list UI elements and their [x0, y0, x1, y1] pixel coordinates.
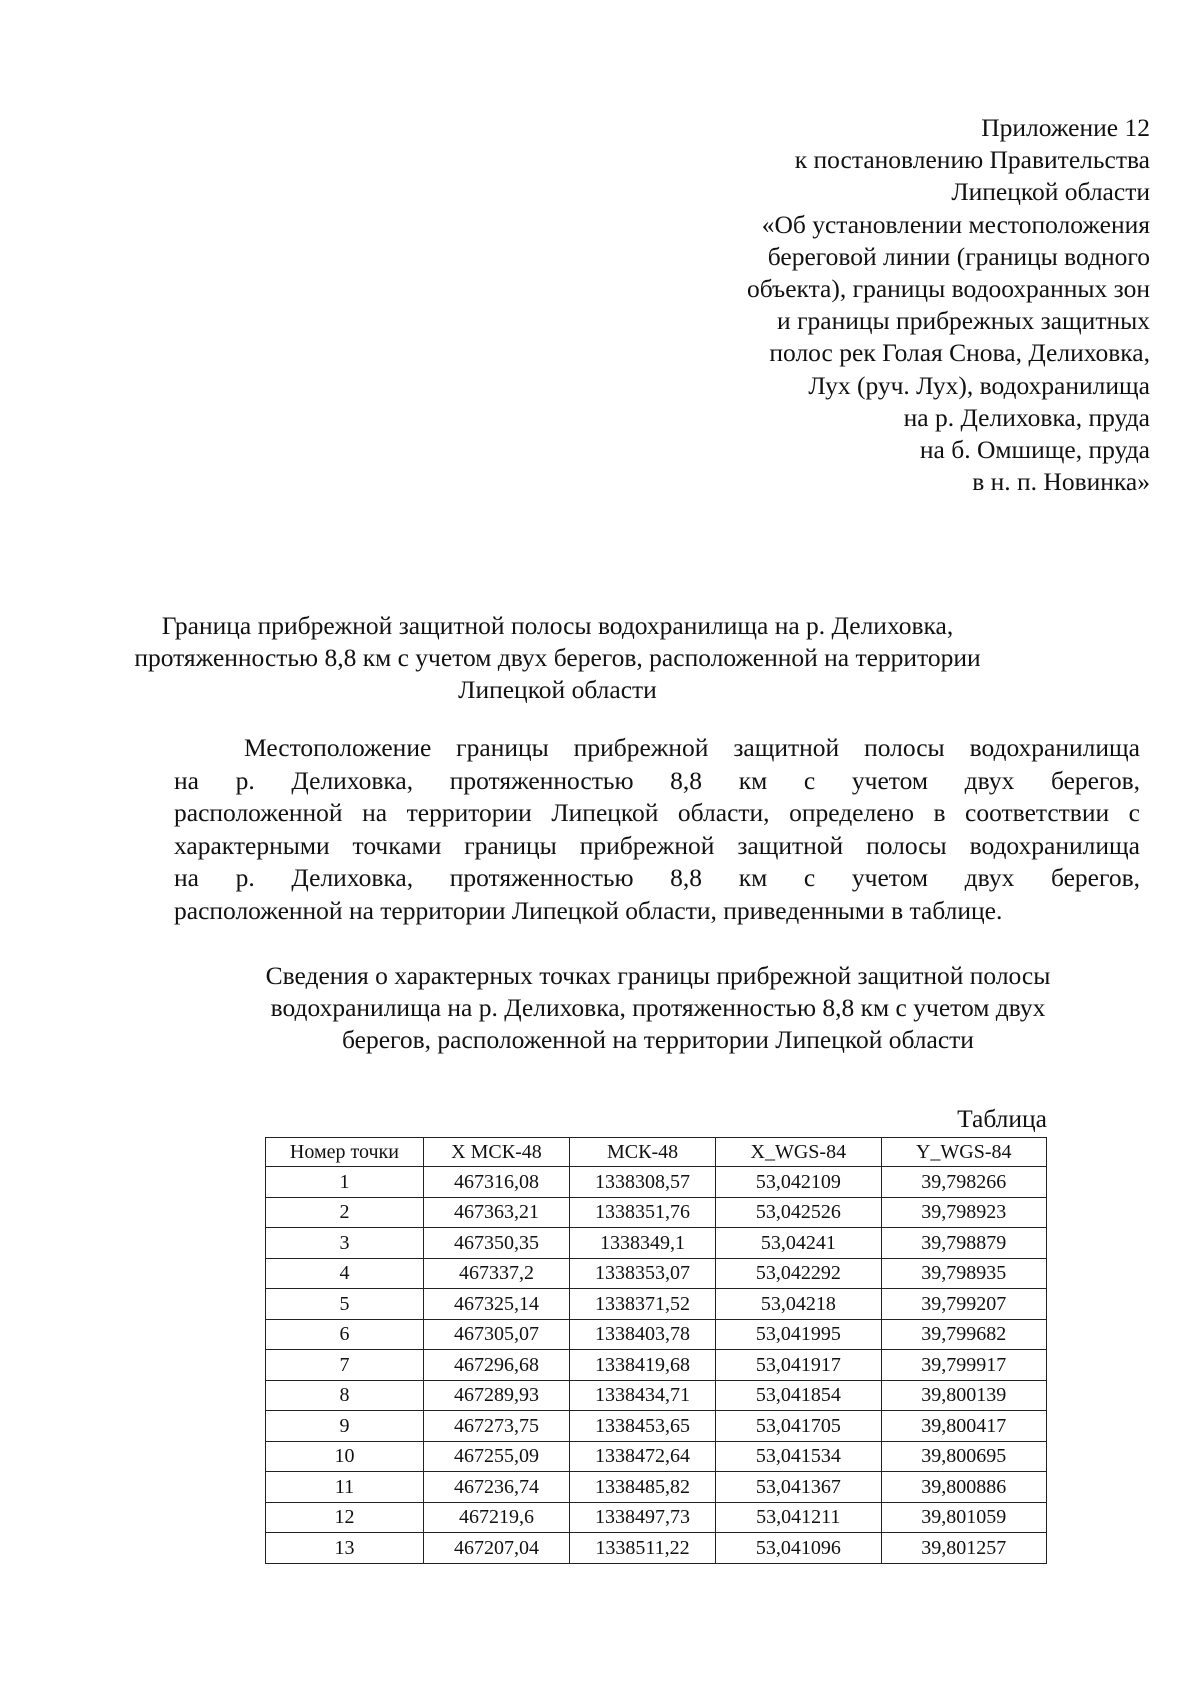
table-cell: 53,04218: [716, 1289, 881, 1320]
table-cell: 1338485,82: [570, 1472, 716, 1503]
table-cell: 53,041211: [716, 1502, 881, 1533]
table-row: [266, 1167, 1047, 1198]
table-cell: 467316,08: [423, 1167, 569, 1198]
table-cell: 53,041995: [716, 1319, 881, 1350]
title-line: Граница прибрежной защитной полосы водохранилища на р. Делиховка,: [161, 611, 954, 640]
table-cell: 467219,6: [423, 1502, 569, 1533]
appendix-line: Приложение 12: [981, 113, 1150, 142]
table-cell: 467363,21: [423, 1197, 569, 1228]
appendix-line: в н. п. Новинка»: [972, 467, 1150, 497]
table-cell: 39,800139: [881, 1380, 1046, 1411]
header-cell: X МСК-48: [423, 1138, 569, 1167]
appendix-line: «Об установлении местоположения: [761, 209, 1150, 239]
table-cell: 1338403,78: [570, 1319, 716, 1350]
table-cell: 39,798879: [881, 1228, 1046, 1259]
appendix-line: Липецкой области: [951, 177, 1150, 207]
table-row: [266, 1228, 1047, 1259]
paragraph-line: расположенной на территории Липецкой области, приведенными в таблице.: [174, 895, 1003, 925]
coordinates-table: [265, 1137, 1047, 1564]
appendix-line: и границы прибрежных защитных: [777, 306, 1150, 336]
table-cell: 467296,68: [423, 1350, 569, 1381]
table-cell: 39,800417: [881, 1411, 1046, 1442]
paragraph-line: на р. Делиховка, протяженностью 8,8 км с учетом двух берегов,: [174, 765, 1140, 795]
table-cell: 467325,14: [423, 1289, 569, 1320]
table-cell: 39,798266: [881, 1167, 1046, 1198]
table-cell: 1338472,64: [570, 1441, 716, 1472]
header-cell: МСК-48: [570, 1138, 716, 1167]
table-cell: 53,041854: [716, 1380, 881, 1411]
table-row: [266, 1197, 1047, 1228]
table-row: [266, 1502, 1047, 1533]
table-cell: 8: [266, 1380, 424, 1411]
table-cell: 53,041367: [716, 1472, 881, 1503]
table-cell: 7: [266, 1350, 424, 1381]
table-cell: 467350,35: [423, 1228, 569, 1259]
paragraph-line: на р. Делиховка, протяженностью 8,8 км с учетом двух берегов,: [174, 863, 1140, 893]
table-cell: 10: [266, 1441, 424, 1472]
table-cell: 1338351,76: [570, 1197, 716, 1228]
table-row: [266, 1472, 1047, 1503]
table-cell: 1338511,22: [570, 1533, 716, 1564]
table-header-row: [266, 1138, 1047, 1167]
header-cell: Y_WGS-84: [881, 1138, 1046, 1167]
caption-line: водохранилища на р. Делиховка, протяженностью 8,8 км с учетом двух: [270, 993, 1046, 1022]
table-cell: 53,041096: [716, 1533, 881, 1564]
table-cell: 9: [266, 1411, 424, 1442]
appendix-line: на р. Делиховка, пруда: [903, 402, 1150, 432]
table-cell: 53,041705: [716, 1411, 881, 1442]
table-row: [266, 1380, 1047, 1411]
table-row: [266, 1411, 1047, 1442]
table-cell: 1338497,73: [570, 1502, 716, 1533]
table-cell: 1338353,07: [570, 1258, 716, 1289]
table-cell: 39,801257: [881, 1533, 1046, 1564]
table-cell: 39,801059: [881, 1502, 1046, 1533]
table-row: [266, 1533, 1047, 1564]
table-cell: 1338371,52: [570, 1289, 716, 1320]
body-paragraph: [174, 732, 1140, 928]
table-row: [266, 1319, 1047, 1350]
appendix-line: береговой линии (границы водного: [767, 241, 1150, 271]
table-cell: 53,041917: [716, 1350, 881, 1381]
table-cell: 2: [266, 1197, 424, 1228]
table-cell: 4: [266, 1258, 424, 1289]
table-cell: 39,800886: [881, 1472, 1046, 1503]
table-cell: 6: [266, 1319, 424, 1350]
table-cell: 467289,93: [423, 1380, 569, 1411]
table-label: Таблица: [957, 1104, 1047, 1133]
table-cell: 1338453,65: [570, 1411, 716, 1442]
table-cell: 53,042526: [716, 1197, 881, 1228]
table-cell: 467337,2: [423, 1258, 569, 1289]
paragraph-line: характерными точками границы прибрежной защитной полосы водохранилища: [174, 830, 1140, 860]
table-cell: 39,798923: [881, 1197, 1046, 1228]
appendix-line: объекта), границы водоохранных зон: [746, 274, 1150, 304]
table-cell: 467305,07: [423, 1319, 569, 1350]
title-line: протяженностью 8,8 км с учетом двух берегов, расположенной на территории: [134, 643, 981, 672]
header-cell: X_WGS-84: [716, 1138, 881, 1167]
table-cell: 53,042109: [716, 1167, 881, 1198]
table-body: [266, 1167, 1047, 1564]
table-cell: 467255,09: [423, 1441, 569, 1472]
paragraph-line: расположенной на территории Липецкой области, определено в соответствии с: [174, 798, 1140, 828]
appendix-block: [630, 112, 1150, 498]
table-cell: 53,042292: [716, 1258, 881, 1289]
table-row: [266, 1258, 1047, 1289]
caption-line: Сведения о характерных точках границы прибрежной защитной полосы: [265, 961, 1051, 990]
table-cell: 1338349,1: [570, 1228, 716, 1259]
table-cell: 13: [266, 1533, 424, 1564]
table-cell: 39,800695: [881, 1441, 1046, 1472]
table-cell: 3: [266, 1228, 424, 1259]
appendix-line: Лух (руч. Лух), водохранилища: [808, 370, 1150, 400]
table-cell: 1338419,68: [570, 1350, 716, 1381]
table-cell: 11: [266, 1472, 424, 1503]
document-title: [130, 610, 985, 706]
appendix-line: к постановлению Правительства: [794, 145, 1150, 175]
appendix-line: на б. Омшище, пруда: [919, 435, 1150, 465]
table-cell: 1: [266, 1167, 424, 1198]
table-cell: 39,798935: [881, 1258, 1046, 1289]
table-cell: 1338308,57: [570, 1167, 716, 1198]
paragraph-line: Местоположение границы прибрежной защитной полосы водохранилища: [244, 733, 1140, 762]
caption-line: берегов, расположенной на территории Липецкой области: [342, 1025, 974, 1054]
table-cell: 39,799917: [881, 1350, 1046, 1381]
table-row: [266, 1289, 1047, 1320]
table-cell: 12: [266, 1502, 424, 1533]
appendix-line: полос рек Голая Снова, Делиховка,: [769, 338, 1150, 368]
table-cell: 1338434,71: [570, 1380, 716, 1411]
table-row: [266, 1350, 1047, 1381]
header-cell: Номер точки: [266, 1138, 424, 1167]
table-cell: 53,04241: [716, 1228, 881, 1259]
table-row: [266, 1441, 1047, 1472]
table-cell: 5: [266, 1289, 424, 1320]
table-cell: 467273,75: [423, 1411, 569, 1442]
table-cell: 467236,74: [423, 1472, 569, 1503]
table-cell: 53,041534: [716, 1441, 881, 1472]
table-caption: [176, 960, 1140, 1056]
table-cell: 39,799682: [881, 1319, 1046, 1350]
table-cell: 39,799207: [881, 1289, 1046, 1320]
title-line: Липецкой области: [458, 675, 657, 704]
table-cell: 467207,04: [423, 1533, 569, 1564]
